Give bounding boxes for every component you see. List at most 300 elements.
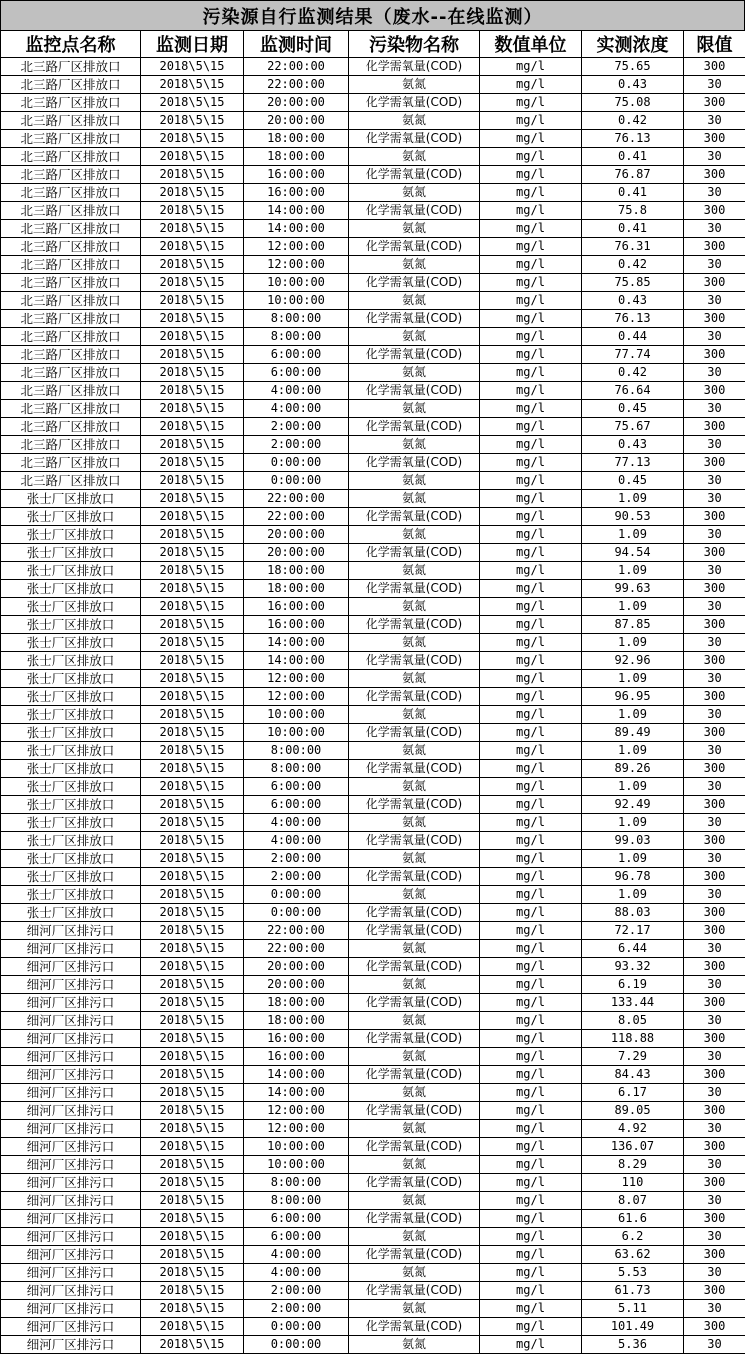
cell-date: 2018\5\15 — [141, 166, 244, 184]
table-row — [1, 904, 745, 922]
cell-site: 细河厂区排污口 — [1, 1192, 141, 1210]
cell-limit: 300 — [684, 1138, 745, 1156]
cell-date: 2018\5\15 — [141, 832, 244, 850]
cell-date: 2018\5\15 — [141, 760, 244, 778]
cell-unit: mg/l — [480, 1066, 582, 1084]
cell-limit: 30 — [684, 490, 745, 508]
cell-time: 0:00:00 — [244, 886, 349, 904]
cell-concentration: 5.53 — [582, 1264, 684, 1282]
cell-date: 2018\5\15 — [141, 256, 244, 274]
cell-unit: mg/l — [480, 634, 582, 652]
cell-pollutant: 氨氮 — [349, 1048, 480, 1066]
cell-unit: mg/l — [480, 1210, 582, 1228]
cell-pollutant: 化学需氧量(COD) — [349, 1138, 480, 1156]
cell-time: 22:00:00 — [244, 490, 349, 508]
table-row — [1, 328, 745, 346]
cell-date: 2018\5\15 — [141, 1084, 244, 1102]
cell-concentration: 1.09 — [582, 742, 684, 760]
cell-limit: 30 — [684, 634, 745, 652]
cell-concentration: 63.62 — [582, 1246, 684, 1264]
cell-time: 16:00:00 — [244, 1048, 349, 1066]
cell-concentration: 5.11 — [582, 1300, 684, 1318]
table-row — [1, 1084, 745, 1102]
cell-pollutant: 氨氮 — [349, 1012, 480, 1030]
cell-site: 北三路厂区排放口 — [1, 94, 141, 112]
cell-limit: 300 — [684, 760, 745, 778]
cell-concentration: 8.05 — [582, 1012, 684, 1030]
cell-date: 2018\5\15 — [141, 346, 244, 364]
cell-date: 2018\5\15 — [141, 220, 244, 238]
cell-pollutant: 化学需氧量(COD) — [349, 1102, 480, 1120]
cell-concentration: 92.49 — [582, 796, 684, 814]
cell-date: 2018\5\15 — [141, 238, 244, 256]
cell-time: 2:00:00 — [244, 418, 349, 436]
header-site: 监控点名称 — [1, 31, 141, 58]
cell-concentration: 92.96 — [582, 652, 684, 670]
cell-concentration: 76.64 — [582, 382, 684, 400]
cell-site: 张士厂区排放口 — [1, 580, 141, 598]
cell-pollutant: 氨氮 — [349, 1228, 480, 1246]
cell-unit: mg/l — [480, 1102, 582, 1120]
cell-limit: 30 — [684, 148, 745, 166]
cell-site: 张士厂区排放口 — [1, 796, 141, 814]
cell-site: 北三路厂区排放口 — [1, 436, 141, 454]
cell-limit: 30 — [684, 1228, 745, 1246]
cell-time: 10:00:00 — [244, 292, 349, 310]
cell-time: 18:00:00 — [244, 580, 349, 598]
cell-date: 2018\5\15 — [141, 886, 244, 904]
table-row — [1, 526, 745, 544]
cell-concentration: 1.09 — [582, 634, 684, 652]
cell-site: 张士厂区排放口 — [1, 778, 141, 796]
table-row — [1, 130, 745, 148]
cell-site: 细河厂区排污口 — [1, 1156, 141, 1174]
cell-limit: 30 — [684, 1264, 745, 1282]
cell-unit: mg/l — [480, 562, 582, 580]
cell-pollutant: 化学需氧量(COD) — [349, 274, 480, 292]
cell-time: 10:00:00 — [244, 724, 349, 742]
cell-limit: 30 — [684, 778, 745, 796]
cell-date: 2018\5\15 — [141, 1138, 244, 1156]
cell-pollutant: 化学需氧量(COD) — [349, 724, 480, 742]
cell-concentration: 133.44 — [582, 994, 684, 1012]
cell-date: 2018\5\15 — [141, 1156, 244, 1174]
cell-limit: 300 — [684, 922, 745, 940]
table-row — [1, 1012, 745, 1030]
cell-pollutant: 化学需氧量(COD) — [349, 652, 480, 670]
cell-site: 张士厂区排放口 — [1, 688, 141, 706]
cell-site: 细河厂区排污口 — [1, 1030, 141, 1048]
cell-limit: 30 — [684, 1336, 745, 1354]
cell-date: 2018\5\15 — [141, 130, 244, 148]
cell-site: 北三路厂区排放口 — [1, 256, 141, 274]
cell-unit: mg/l — [480, 886, 582, 904]
cell-unit: mg/l — [480, 1192, 582, 1210]
cell-unit: mg/l — [480, 814, 582, 832]
cell-time: 6:00:00 — [244, 1210, 349, 1228]
cell-concentration: 61.6 — [582, 1210, 684, 1228]
cell-limit: 300 — [684, 1246, 745, 1264]
cell-time: 8:00:00 — [244, 760, 349, 778]
cell-pollutant: 化学需氧量(COD) — [349, 454, 480, 472]
cell-concentration: 0.45 — [582, 472, 684, 490]
cell-pollutant: 化学需氧量(COD) — [349, 616, 480, 634]
cell-concentration: 1.09 — [582, 598, 684, 616]
cell-limit: 300 — [684, 544, 745, 562]
cell-site: 细河厂区排污口 — [1, 1084, 141, 1102]
cell-unit: mg/l — [480, 688, 582, 706]
cell-concentration: 0.43 — [582, 76, 684, 94]
cell-concentration: 1.09 — [582, 886, 684, 904]
cell-limit: 300 — [684, 202, 745, 220]
cell-date: 2018\5\15 — [141, 202, 244, 220]
cell-pollutant: 氨氮 — [349, 598, 480, 616]
cell-limit: 30 — [684, 1084, 745, 1102]
cell-unit: mg/l — [480, 184, 582, 202]
cell-concentration: 0.41 — [582, 184, 684, 202]
cell-site: 细河厂区排污口 — [1, 1120, 141, 1138]
cell-site: 张士厂区排放口 — [1, 490, 141, 508]
cell-unit: mg/l — [480, 58, 582, 76]
table-row — [1, 958, 745, 976]
cell-limit: 30 — [684, 706, 745, 724]
cell-limit: 300 — [684, 346, 745, 364]
cell-concentration: 84.43 — [582, 1066, 684, 1084]
cell-time: 20:00:00 — [244, 112, 349, 130]
table-row — [1, 184, 745, 202]
cell-pollutant: 化学需氧量(COD) — [349, 958, 480, 976]
cell-time: 16:00:00 — [244, 184, 349, 202]
cell-time: 4:00:00 — [244, 814, 349, 832]
cell-date: 2018\5\15 — [141, 868, 244, 886]
cell-time: 6:00:00 — [244, 346, 349, 364]
cell-pollutant: 化学需氧量(COD) — [349, 544, 480, 562]
cell-limit: 30 — [684, 814, 745, 832]
cell-limit: 300 — [684, 1066, 745, 1084]
cell-site: 北三路厂区排放口 — [1, 274, 141, 292]
cell-date: 2018\5\15 — [141, 490, 244, 508]
cell-concentration: 75.65 — [582, 58, 684, 76]
cell-date: 2018\5\15 — [141, 904, 244, 922]
cell-site: 张士厂区排放口 — [1, 760, 141, 778]
cell-concentration: 8.07 — [582, 1192, 684, 1210]
cell-time: 12:00:00 — [244, 670, 349, 688]
cell-pollutant: 氨氮 — [349, 76, 480, 94]
cell-date: 2018\5\15 — [141, 850, 244, 868]
cell-limit: 30 — [684, 364, 745, 382]
cell-limit: 300 — [684, 310, 745, 328]
cell-pollutant: 化学需氧量(COD) — [349, 382, 480, 400]
cell-unit: mg/l — [480, 652, 582, 670]
cell-concentration: 94.54 — [582, 544, 684, 562]
table-row — [1, 400, 745, 418]
cell-unit: mg/l — [480, 382, 582, 400]
cell-time: 14:00:00 — [244, 1066, 349, 1084]
table-row — [1, 1120, 745, 1138]
cell-unit: mg/l — [480, 1156, 582, 1174]
cell-concentration: 61.73 — [582, 1282, 684, 1300]
cell-unit: mg/l — [480, 904, 582, 922]
cell-unit: mg/l — [480, 1084, 582, 1102]
cell-date: 2018\5\15 — [141, 1030, 244, 1048]
table-row — [1, 1246, 745, 1264]
cell-unit: mg/l — [480, 310, 582, 328]
cell-unit: mg/l — [480, 328, 582, 346]
cell-limit: 300 — [684, 868, 745, 886]
cell-time: 16:00:00 — [244, 166, 349, 184]
cell-site: 细河厂区排污口 — [1, 1048, 141, 1066]
cell-time: 8:00:00 — [244, 1174, 349, 1192]
cell-time: 4:00:00 — [244, 832, 349, 850]
cell-concentration: 89.49 — [582, 724, 684, 742]
table-row — [1, 454, 745, 472]
cell-pollutant: 氨氮 — [349, 472, 480, 490]
header-concentration: 实测浓度 — [582, 31, 684, 58]
cell-concentration: 1.09 — [582, 670, 684, 688]
cell-unit: mg/l — [480, 1264, 582, 1282]
cell-date: 2018\5\15 — [141, 364, 244, 382]
cell-date: 2018\5\15 — [141, 814, 244, 832]
table-row — [1, 724, 745, 742]
cell-unit: mg/l — [480, 1282, 582, 1300]
cell-concentration: 1.09 — [582, 706, 684, 724]
cell-unit: mg/l — [480, 418, 582, 436]
cell-unit: mg/l — [480, 868, 582, 886]
cell-time: 4:00:00 — [244, 1246, 349, 1264]
header-time: 监测时间 — [244, 31, 349, 58]
cell-date: 2018\5\15 — [141, 580, 244, 598]
cell-time: 4:00:00 — [244, 382, 349, 400]
table-body — [1, 58, 745, 1354]
cell-pollutant: 化学需氧量(COD) — [349, 796, 480, 814]
cell-pollutant: 氨氮 — [349, 562, 480, 580]
cell-time: 6:00:00 — [244, 364, 349, 382]
cell-date: 2018\5\15 — [141, 742, 244, 760]
cell-concentration: 89.26 — [582, 760, 684, 778]
cell-pollutant: 氨氮 — [349, 1300, 480, 1318]
cell-unit: mg/l — [480, 1120, 582, 1138]
cell-unit: mg/l — [480, 706, 582, 724]
cell-site: 张士厂区排放口 — [1, 634, 141, 652]
cell-concentration: 110 — [582, 1174, 684, 1192]
cell-unit: mg/l — [480, 958, 582, 976]
cell-time: 20:00:00 — [244, 976, 349, 994]
cell-time: 12:00:00 — [244, 1102, 349, 1120]
cell-time: 14:00:00 — [244, 1084, 349, 1102]
table-row — [1, 436, 745, 454]
cell-date: 2018\5\15 — [141, 994, 244, 1012]
header-pollutant: 污染物名称 — [349, 31, 480, 58]
cell-pollutant: 氨氮 — [349, 940, 480, 958]
cell-site: 张士厂区排放口 — [1, 724, 141, 742]
table-row — [1, 274, 745, 292]
cell-concentration: 93.32 — [582, 958, 684, 976]
cell-pollutant: 氨氮 — [349, 670, 480, 688]
cell-limit: 30 — [684, 292, 745, 310]
cell-unit: mg/l — [480, 148, 582, 166]
cell-time: 10:00:00 — [244, 1138, 349, 1156]
table-row — [1, 76, 745, 94]
cell-limit: 300 — [684, 382, 745, 400]
table-row — [1, 1030, 745, 1048]
cell-concentration: 118.88 — [582, 1030, 684, 1048]
cell-concentration: 75.85 — [582, 274, 684, 292]
cell-limit: 300 — [684, 580, 745, 598]
cell-pollutant: 化学需氧量(COD) — [349, 904, 480, 922]
cell-limit: 300 — [684, 616, 745, 634]
cell-unit: mg/l — [480, 994, 582, 1012]
cell-date: 2018\5\15 — [141, 1066, 244, 1084]
cell-date: 2018\5\15 — [141, 976, 244, 994]
cell-limit: 300 — [684, 94, 745, 112]
cell-time: 18:00:00 — [244, 148, 349, 166]
cell-pollutant: 氨氮 — [349, 328, 480, 346]
cell-pollutant: 化学需氧量(COD) — [349, 346, 480, 364]
cell-unit: mg/l — [480, 580, 582, 598]
cell-unit: mg/l — [480, 1048, 582, 1066]
cell-concentration: 0.42 — [582, 256, 684, 274]
cell-concentration: 6.2 — [582, 1228, 684, 1246]
cell-site: 北三路厂区排放口 — [1, 364, 141, 382]
cell-pollutant: 氨氮 — [349, 292, 480, 310]
cell-concentration: 101.49 — [582, 1318, 684, 1336]
cell-limit: 30 — [684, 598, 745, 616]
cell-time: 2:00:00 — [244, 436, 349, 454]
cell-concentration: 89.05 — [582, 1102, 684, 1120]
cell-site: 北三路厂区排放口 — [1, 220, 141, 238]
cell-pollutant: 氨氮 — [349, 976, 480, 994]
cell-date: 2018\5\15 — [141, 148, 244, 166]
cell-limit: 30 — [684, 1120, 745, 1138]
cell-time: 8:00:00 — [244, 1192, 349, 1210]
cell-concentration: 76.13 — [582, 130, 684, 148]
cell-unit: mg/l — [480, 436, 582, 454]
cell-site: 张士厂区排放口 — [1, 544, 141, 562]
cell-pollutant: 化学需氧量(COD) — [349, 130, 480, 148]
cell-unit: mg/l — [480, 346, 582, 364]
table-row — [1, 112, 745, 130]
cell-time: 4:00:00 — [244, 400, 349, 418]
cell-unit: mg/l — [480, 670, 582, 688]
cell-limit: 300 — [684, 1318, 745, 1336]
table-row — [1, 850, 745, 868]
cell-site: 细河厂区排污口 — [1, 1246, 141, 1264]
table-row — [1, 1210, 745, 1228]
cell-date: 2018\5\15 — [141, 1264, 244, 1282]
cell-unit: mg/l — [480, 922, 582, 940]
cell-limit: 300 — [684, 652, 745, 670]
cell-unit: mg/l — [480, 454, 582, 472]
cell-date: 2018\5\15 — [141, 1192, 244, 1210]
cell-pollutant: 氨氮 — [349, 1084, 480, 1102]
cell-limit: 30 — [684, 526, 745, 544]
table-row — [1, 1102, 745, 1120]
cell-unit: mg/l — [480, 256, 582, 274]
cell-site: 张士厂区排放口 — [1, 904, 141, 922]
table-row — [1, 706, 745, 724]
cell-pollutant: 化学需氧量(COD) — [349, 418, 480, 436]
cell-limit: 300 — [684, 832, 745, 850]
cell-date: 2018\5\15 — [141, 454, 244, 472]
cell-date: 2018\5\15 — [141, 472, 244, 490]
cell-site: 张士厂区排放口 — [1, 706, 141, 724]
table-row — [1, 382, 745, 400]
cell-concentration: 6.19 — [582, 976, 684, 994]
cell-date: 2018\5\15 — [141, 706, 244, 724]
cell-unit: mg/l — [480, 760, 582, 778]
table-row — [1, 994, 745, 1012]
cell-pollutant: 氨氮 — [349, 634, 480, 652]
cell-site: 张士厂区排放口 — [1, 562, 141, 580]
cell-site: 细河厂区排污口 — [1, 1300, 141, 1318]
cell-limit: 300 — [684, 130, 745, 148]
cell-site: 北三路厂区排放口 — [1, 76, 141, 94]
cell-unit: mg/l — [480, 526, 582, 544]
cell-site: 细河厂区排污口 — [1, 976, 141, 994]
cell-limit: 30 — [684, 976, 745, 994]
cell-concentration: 99.63 — [582, 580, 684, 598]
cell-time: 20:00:00 — [244, 526, 349, 544]
cell-date: 2018\5\15 — [141, 1336, 244, 1354]
cell-site: 张士厂区排放口 — [1, 832, 141, 850]
cell-time: 18:00:00 — [244, 1012, 349, 1030]
cell-site: 细河厂区排污口 — [1, 1012, 141, 1030]
cell-site: 张士厂区排放口 — [1, 652, 141, 670]
cell-site: 张士厂区排放口 — [1, 850, 141, 868]
table-row — [1, 166, 745, 184]
cell-concentration: 136.07 — [582, 1138, 684, 1156]
cell-time: 22:00:00 — [244, 940, 349, 958]
cell-time: 2:00:00 — [244, 850, 349, 868]
cell-unit: mg/l — [480, 616, 582, 634]
cell-unit: mg/l — [480, 76, 582, 94]
cell-unit: mg/l — [480, 976, 582, 994]
cell-pollutant: 化学需氧量(COD) — [349, 580, 480, 598]
cell-pollutant: 化学需氧量(COD) — [349, 238, 480, 256]
table-row — [1, 814, 745, 832]
cell-date: 2018\5\15 — [141, 58, 244, 76]
cell-time: 2:00:00 — [244, 868, 349, 886]
cell-pollutant: 氨氮 — [349, 706, 480, 724]
cell-limit: 30 — [684, 1012, 745, 1030]
cell-unit: mg/l — [480, 724, 582, 742]
cell-concentration: 5.36 — [582, 1336, 684, 1354]
cell-concentration: 77.13 — [582, 454, 684, 472]
cell-date: 2018\5\15 — [141, 1174, 244, 1192]
cell-unit: mg/l — [480, 796, 582, 814]
cell-pollutant: 氨氮 — [349, 886, 480, 904]
table-row — [1, 202, 745, 220]
cell-site: 北三路厂区排放口 — [1, 418, 141, 436]
cell-site: 张士厂区排放口 — [1, 814, 141, 832]
cell-concentration: 0.42 — [582, 112, 684, 130]
cell-date: 2018\5\15 — [141, 616, 244, 634]
cell-pollutant: 化学需氧量(COD) — [349, 1030, 480, 1048]
cell-site: 张士厂区排放口 — [1, 508, 141, 526]
cell-site: 北三路厂区排放口 — [1, 328, 141, 346]
cell-unit: mg/l — [480, 832, 582, 850]
table-row — [1, 670, 745, 688]
cell-time: 22:00:00 — [244, 508, 349, 526]
cell-time: 12:00:00 — [244, 688, 349, 706]
cell-site: 北三路厂区排放口 — [1, 112, 141, 130]
cell-pollutant: 化学需氧量(COD) — [349, 508, 480, 526]
cell-site: 北三路厂区排放口 — [1, 472, 141, 490]
cell-time: 18:00:00 — [244, 994, 349, 1012]
cell-date: 2018\5\15 — [141, 724, 244, 742]
table-row — [1, 238, 745, 256]
cell-time: 16:00:00 — [244, 598, 349, 616]
